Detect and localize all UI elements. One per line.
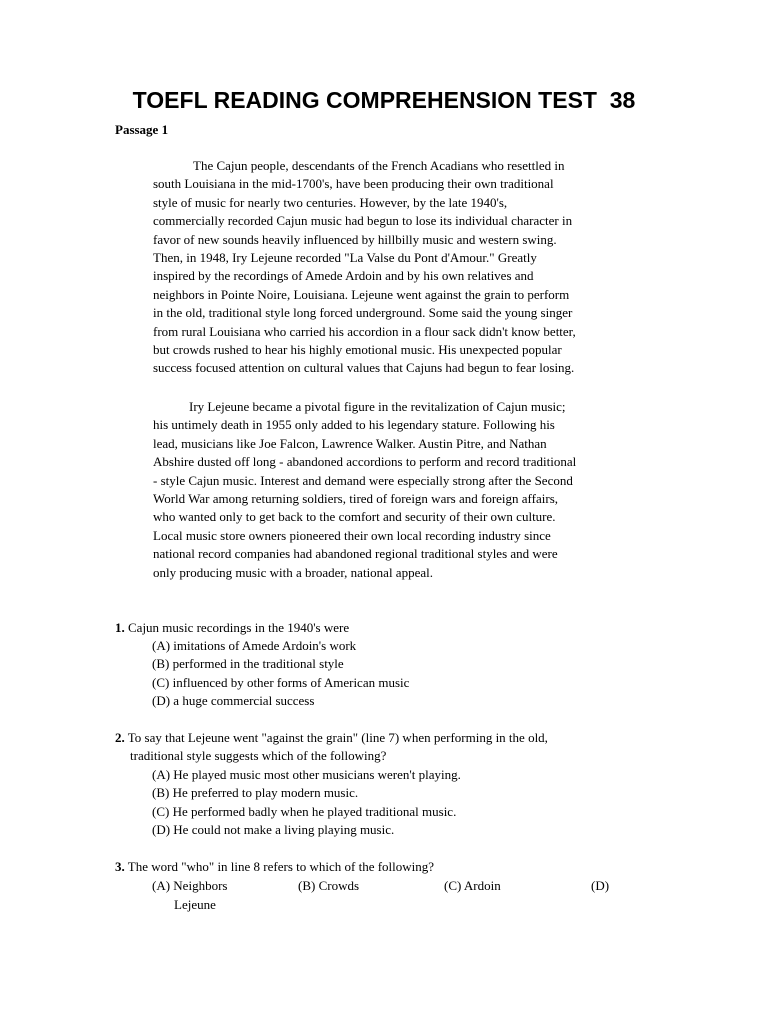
paragraph-line: favor of new sounds heavily influenced by hillbilly music and western swing.	[153, 231, 557, 247]
answer-option-b: (B) Crowds	[298, 878, 360, 893]
answer-option-d: (D) a huge commercial success	[152, 693, 315, 709]
answer-option-c: (C) Ardoin	[444, 878, 501, 893]
paragraph-line: but crowds rushed to hear his highly emotional music. His unexpected popular	[153, 341, 562, 357]
answer-option-c: (C) He performed badly when he played traditional music.	[152, 803, 457, 819]
question-text: Cajun music recordings in the 1940's were	[124, 620, 350, 635]
paragraph-line: success focused attention on cultural values that Cajuns had begun to fear losing.	[153, 360, 575, 376]
paragraph-line: Local music store owners pioneered their own local recording industry since	[153, 527, 551, 543]
paragraph-line: Iry Lejeune became a pivotal figure in the revitalization of Cajun music;	[189, 399, 566, 414]
answer-option-d: (D)	[591, 878, 610, 893]
question-1-stem	[115, 619, 349, 637]
paragraph-line: neighbors in Pointe Noire, Louisiana. Lejeune went against the grain to perform	[153, 286, 570, 302]
paragraph-line: his untimely death in 1955 only added to his legendary stature. Following his	[153, 417, 555, 433]
paragraph-line: Abshire dusted off long - abandoned accordions to perform and record traditional	[153, 454, 577, 470]
paragraph-line: The Cajun people, descendants of the French Acadians who resettled in	[193, 158, 565, 173]
paragraph-line: south Louisiana in the mid-1700's, have been producing their own traditional	[153, 176, 554, 192]
paragraph-line: in the old, traditional style long forced underground. Some said the young singer	[153, 305, 573, 321]
question-number: 1.	[115, 620, 125, 635]
paragraph-line: Then, in 1948, Iry Lejeune recorded "La Valse du Pont d'Amour." Greatly	[153, 249, 537, 265]
answer-option-d-wrap: Lejeune	[174, 897, 216, 912]
paragraph-line: commercially recorded Cajun music had begun to lose its individual character in	[153, 213, 573, 229]
question-2-stem	[115, 729, 548, 766]
answer-option-b: (B) He preferred to play modern music.	[152, 785, 359, 801]
passage-label: Passage 1	[115, 122, 169, 137]
paragraph-line: who wanted only to get back to the comfort and security of their own culture.	[153, 509, 556, 525]
question-3-stem	[115, 858, 434, 876]
page-title: TOEFL READING COMPREHENSION TEST 38	[132, 87, 636, 113]
paragraph-line: from rural Louisiana who carried his accordion in a flour sack didn't know better,	[153, 323, 576, 339]
paragraph-line: only producing music with a broader, national appeal.	[153, 564, 433, 580]
question-text: The word "who" in line 8 refers to which of the following?	[124, 859, 435, 874]
question-1-options	[152, 637, 409, 711]
paragraph-line: style of music for nearly two centuries. However, by the late 1940's,	[153, 194, 508, 210]
question-2-options	[152, 766, 461, 840]
question-text-continued: traditional style suggests which of the following?	[130, 748, 387, 764]
answer-option-a: (A) Neighbors	[152, 878, 228, 893]
question-number: 2.	[115, 730, 125, 745]
passage-paragraph-2	[153, 398, 623, 582]
paragraph-line: lead, musicians like Joe Falcon, Lawrence Walker. Austin Pitre, and Nathan	[153, 435, 547, 451]
question-3-options	[152, 877, 622, 895]
answer-option-d: (D) He could not make a living playing music.	[152, 822, 395, 838]
answer-option-c: (C) influenced by other forms of American music	[152, 674, 410, 690]
answer-option-a: (A) He played music most other musicians weren't playing.	[152, 767, 461, 782]
question-number: 3.	[115, 859, 125, 874]
answer-option-b: (B) performed in the traditional style	[152, 656, 344, 672]
passage-paragraph-1	[153, 157, 623, 378]
paragraph-line: national record companies had abandoned regional traditional styles and were	[153, 546, 558, 562]
paragraph-line: - style Cajun music. Interest and demand were especially strong after the Second	[153, 472, 573, 488]
answer-option-a: (A) imitations of Amede Ardoin's work	[152, 638, 357, 653]
paragraph-line: World War among returning soldiers, tired of foreign wars and foreign affairs,	[153, 490, 558, 506]
question-text: To say that Lejeune went "against the grain" (line 7) when performing in the old,	[124, 730, 548, 745]
paragraph-line: inspired by the recordings of Amede Ardoin and by his own relatives and	[153, 268, 534, 284]
